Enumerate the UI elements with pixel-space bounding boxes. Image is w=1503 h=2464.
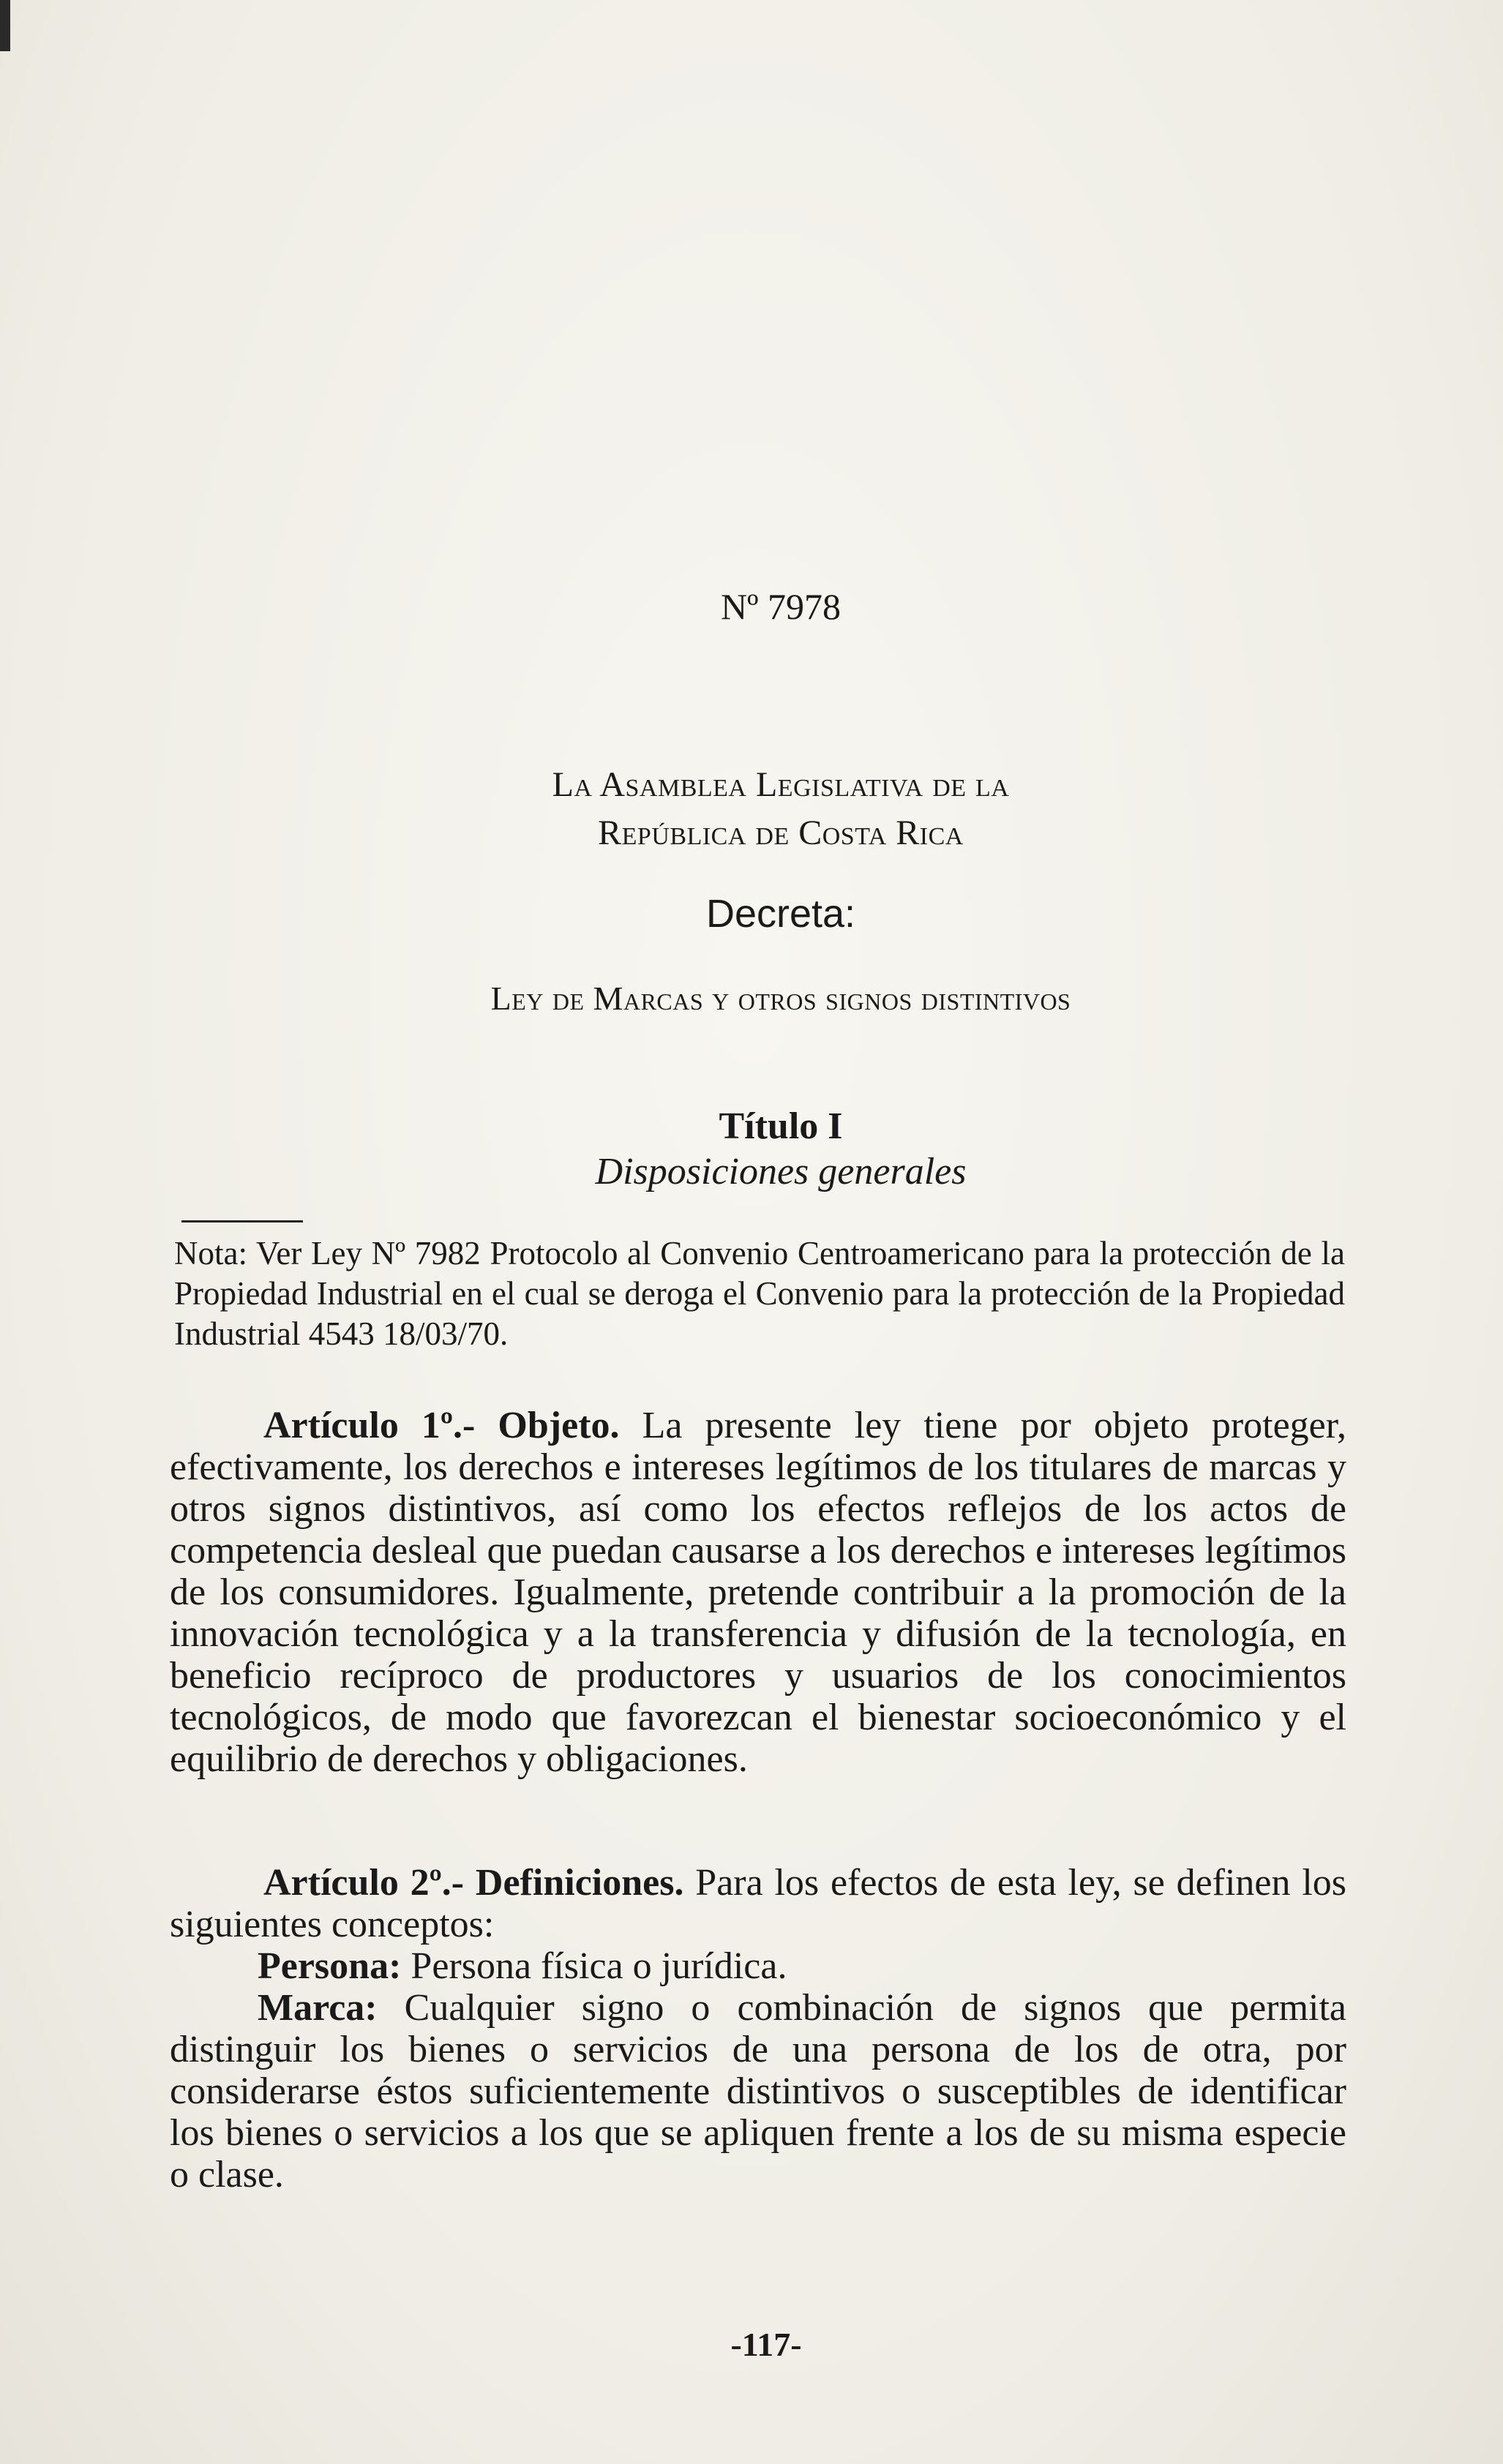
definition-marca-text: Cualquier signo o combinación de signos que permita distinguir los bienes o servicios de una persona de los de otra, por considerarse éstos suficientemente distintivos o susceptibles de identificar los bienes o servicios a los que se apliquen frente a los de su misma especie o clase.	[170, 1987, 1346, 2196]
definition-persona-text: Persona física o jurídica.	[401, 1945, 787, 1987]
decree-word: Decreta:	[705, 892, 856, 936]
article-1-paragraph	[170, 1405, 1346, 1780]
definition-marca	[170, 1987, 1346, 2196]
definition-persona	[170, 1945, 1346, 1987]
article-2-heading: Artículo 2º.- Definiciones.	[263, 1862, 684, 1904]
page-edge-mark	[0, 0, 10, 51]
issuing-body-line-1: La Asamblea Legislativa de la	[552, 765, 1010, 804]
article-2-paragraph	[170, 1862, 1346, 1945]
article-1-heading: Artículo 1º.- Objeto.	[263, 1405, 620, 1446]
issuing-body	[29, 761, 1503, 857]
note-rule	[181, 1220, 303, 1222]
article-1	[170, 1405, 1346, 1780]
title-subheading: Disposiciones generales	[595, 1151, 967, 1192]
editorial-note: Nota: Ver Ley Nº 7982 Protocolo al Convenio Centroamericano para la protección de la Propiedad Industrial en el cual se deroga el Convenio para la protección de la Propiedad Industrial 4543 18/03/70.	[174, 1235, 1345, 1352]
issuing-body-line-2: República de Costa Rica	[598, 814, 964, 852]
definition-persona-term: Persona:	[258, 1945, 402, 1987]
page-number: -117-	[730, 2326, 802, 2363]
title-heading: Título I	[719, 1105, 843, 1147]
definition-marca-term: Marca:	[258, 1987, 378, 2029]
law-title: Ley de Marcas y otros signos distintivos	[490, 980, 1071, 1017]
article-1-text: La presente ley tiene por objeto proteger, efectivamente, los derechos e intereses legítimos de los titulares de marcas y otros signos distintivos, así como los efectos reflejos de los actos de competencia desleal que puedan causarse a los derechos e intereses legítimos de los consumidores. Igualmente, pretende contribuir a la promoción de la innovación tecnológica y a la transferencia y difusión de la tecnología, en beneficio recíproco de productores y usuarios de los conocimientos tecnológicos, de modo que favorezcan el bienestar socioeconómico y el equilibrio de derechos y obligaciones.	[170, 1405, 1346, 1780]
article-2	[170, 1862, 1346, 2196]
article-2-text: Para los efectos de esta ley, se definen los siguientes conceptos:	[170, 1862, 1346, 1945]
law-number: Nº 7978	[720, 586, 842, 627]
